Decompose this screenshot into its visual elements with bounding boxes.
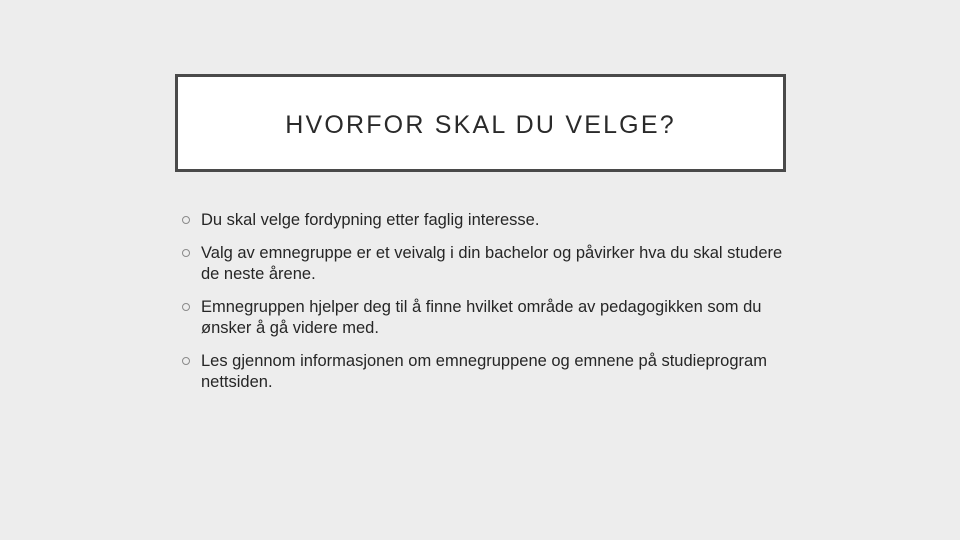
bullet-item [182,351,802,393]
bullet-text: Valg av emnegruppe er et veivalg i din bachelor og påvirker hva du skal studere de neste årene. [201,244,783,283]
bullet-text: Emnegruppen hjelper deg til å finne hvilket område av pedagogikken som du ønsker å gå videre med. [201,298,762,337]
bullet-text: Du skal velge fordypning etter faglig interesse. [201,211,540,229]
bullet-item [182,297,802,339]
bullet-item [182,243,802,285]
bullet-circle-icon [182,357,190,365]
slide-title: HVORFOR SKAL DU VELGE? [285,110,676,139]
bullet-item [182,210,802,231]
title-box [175,74,786,172]
bullet-list [182,210,802,405]
bullet-circle-icon [182,249,190,257]
bullet-circle-icon [182,216,190,224]
bullet-text: Les gjennom informasjonen om emnegruppene og emnene på studieprogram nettsiden. [201,352,767,391]
bullet-circle-icon [182,303,190,311]
